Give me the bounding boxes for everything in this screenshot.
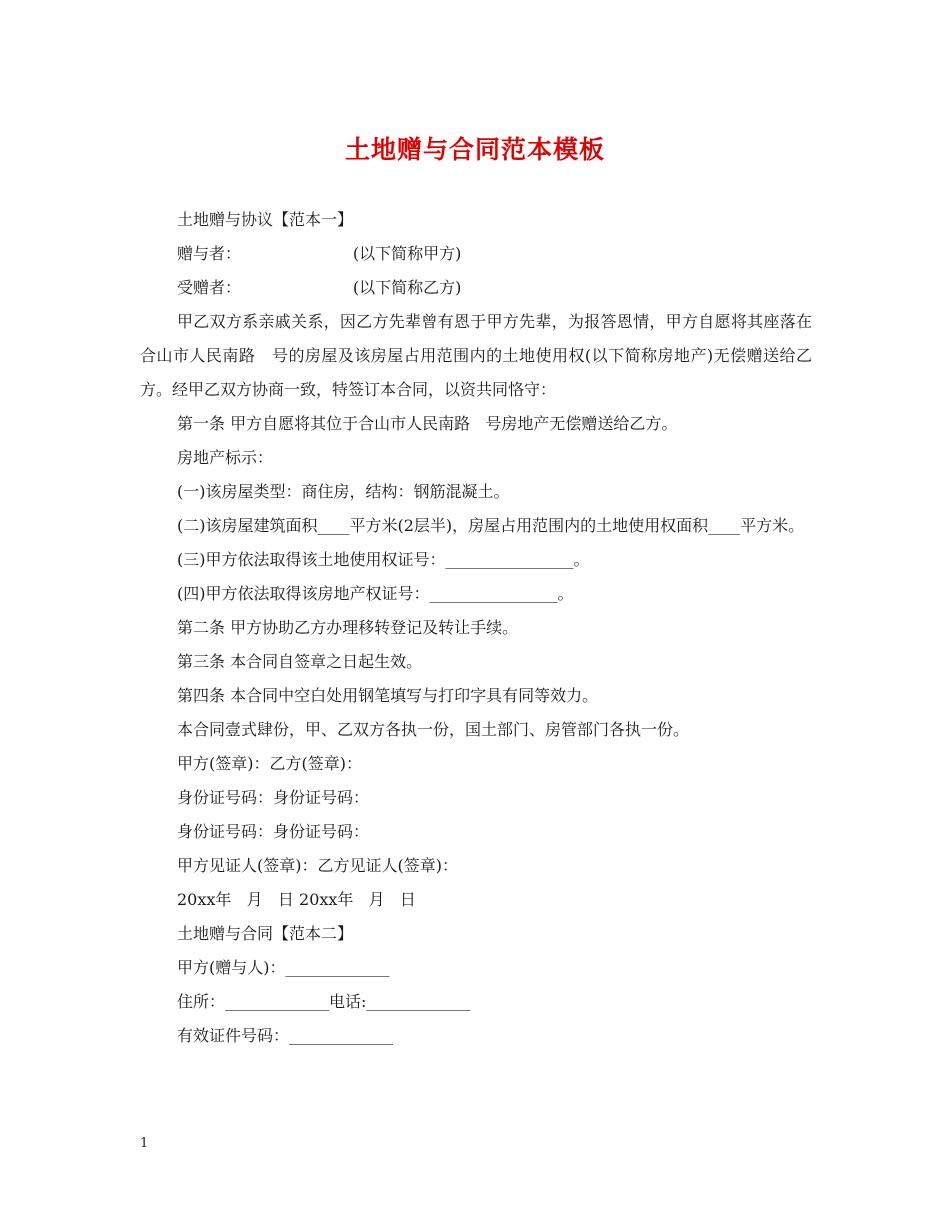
paragraph-background: 甲乙双方系亲戚关系，因乙方先辈曾有恩于甲方先辈，为报答恩情，甲方自愿将其座落在合山市人民南路 号的房屋及该房屋占用范围内的土地使用权(以下简称房地产)无偿赠送给乙方。经甲乙双方协商一致，特签订本合同，以资共同恪守： xyxy=(140,312,812,399)
paragraph-property-certificate: (四)甲方依法取得该房地产权证号：________________。 xyxy=(177,584,574,603)
paragraph-article-4: 第四条 本合同中空白处用钢笔填写与打印字具有同等效力。 xyxy=(177,686,599,705)
paragraph-article-2: 第二条 甲方协助乙方办理移转登记及转让手续。 xyxy=(177,618,519,637)
paragraph-party-a: 甲方(赠与人)：_____________ xyxy=(177,958,390,977)
paragraph-article-1: 第一条 甲方自愿将其位于合山市人民南路 号房地产无偿赠送给乙方。 xyxy=(177,414,678,433)
paragraph-property-type: (一)该房屋类型：商住房，结构：钢筋混凝土。 xyxy=(177,482,510,501)
paragraph-recipient: 受赠者： (以下简称乙方) xyxy=(177,278,462,297)
page-number: 1 xyxy=(140,1136,149,1151)
paragraph-land-certificate: (三)甲方依法取得该土地使用权证号：________________。 xyxy=(177,550,590,569)
paragraph-witness-signatures: 甲方见证人(签章)：乙方见证人(签章)： xyxy=(177,856,458,875)
paragraph-id-document: 有效证件号码：_____________ xyxy=(177,1026,394,1045)
paragraph-property-label: 房地产标示： xyxy=(177,448,274,467)
paragraph-article-3: 第三条 本合同自签章之日起生效。 xyxy=(177,652,423,671)
document-title: 土地赠与合同范本模板 xyxy=(344,135,605,164)
paragraph-id-numbers-1: 身份证号码：身份证号码： xyxy=(177,788,370,807)
paragraph-dates: 20xx年 月 日 20xx年 月 日 xyxy=(177,890,416,909)
paragraph-copies: 本合同壹式肆份，甲、乙双方各执一份，国土部门、房管部门各执一份。 xyxy=(177,720,690,739)
paragraph-address-phone: 住所：_____________电话:_____________ xyxy=(177,992,471,1011)
document-body xyxy=(140,203,812,1053)
paragraph-signatures: 甲方(签章)：乙方(签章)： xyxy=(177,754,362,773)
paragraph-property-area: (二)该房屋建筑面积____平方米(2层半)，房屋占用范围内的土地使用权面积____平方米。 xyxy=(177,516,805,535)
paragraph-id-numbers-2: 身份证号码：身份证号码： xyxy=(177,822,370,841)
paragraph-donor: 赠与者： (以下简称甲方) xyxy=(177,244,462,263)
paragraph-template-heading-2: 土地赠与合同【范本二】 xyxy=(177,924,354,943)
paragraph-template-heading-1: 土地赠与协议【范本一】 xyxy=(177,210,354,229)
